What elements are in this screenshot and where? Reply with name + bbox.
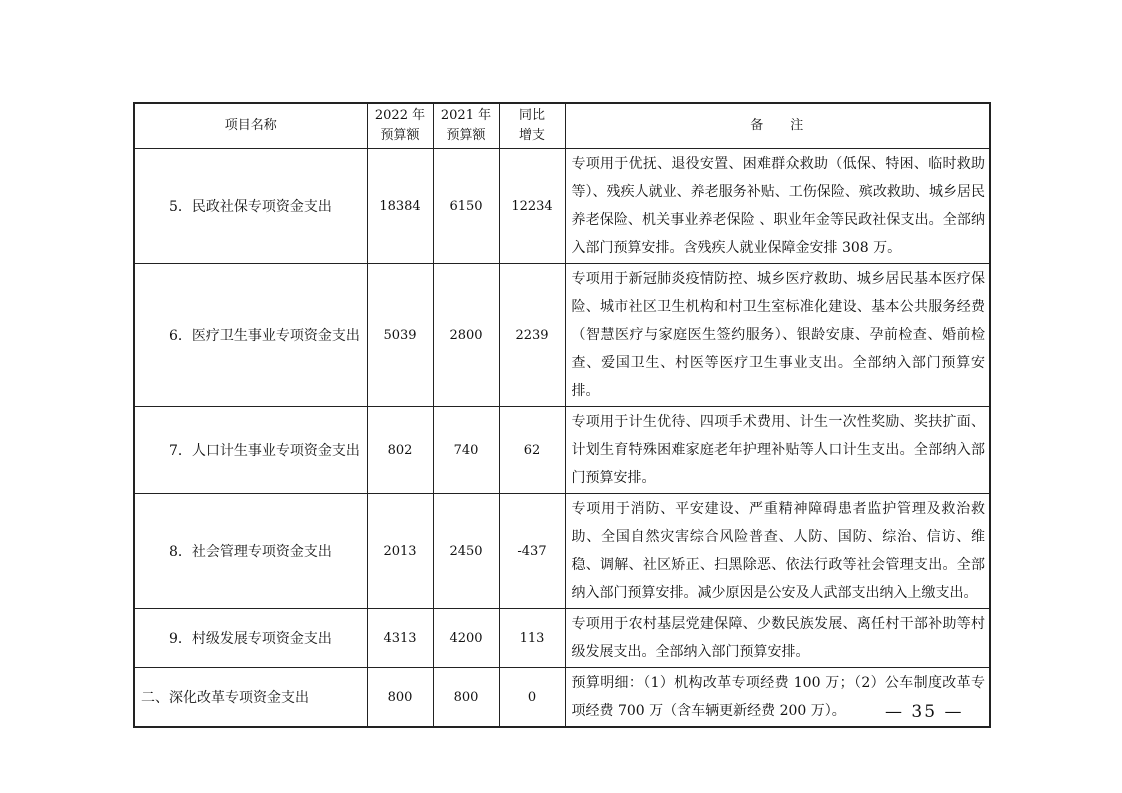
- row-note: 专项用于优抚、退役安置、困难群众救助（低保、特困、临时救助等）、残疾人就业、养老服务补贴、工伤保险、殡改救助、城乡居民养老保险、机关事业养老保险 、职业年金等民政社保支出。全部纳入部门预算安排。含残疾人就业保障金安排 308 万。: [565, 149, 990, 264]
- row-budget-2021: 800: [433, 668, 499, 728]
- header-note: [565, 103, 990, 149]
- row-note: 专项用于消防、平安建设、严重精神障碍患者监护管理及救治救助、全国自然灾害综合风险普查、人防、国防、综治、信访、维稳、调解、社区矫正、扫黑除恶、依法行政等社会管理支出。全部纳入部门预算安排。减少原因是公安及人武部支出纳入上缴支出。: [565, 494, 990, 609]
- header-budget-2022: [367, 103, 433, 149]
- row-project-name: 6．医疗卫生事业专项资金支出: [134, 264, 367, 407]
- row-budget-2022: 18384: [367, 149, 433, 264]
- table-row: [134, 407, 990, 494]
- page-number: — 35 —: [885, 702, 964, 722]
- row-change: -437: [499, 494, 565, 609]
- table-header-row: [134, 103, 990, 149]
- header-change-line1: 同比: [518, 108, 545, 123]
- header-budget-2022-label: 预算额: [380, 128, 420, 143]
- row-budget-2022: 800: [367, 668, 433, 728]
- row-note: 专项用于新冠肺炎疫情防控、城乡医疗救助、城乡居民基本医疗保险、城市社区卫生机构和村卫生室标准化建设、基本公共服务经费（智慧医疗与家庭医生签约服务）、银龄安康、孕前检查、婚前检查、爱国卫生、村医等医疗卫生事业支出。全部纳入部门预算安排。: [565, 264, 990, 407]
- row-budget-2022: 802: [367, 407, 433, 494]
- header-budget-2021-year: 2021 年: [440, 108, 492, 123]
- header-budget-2021: [433, 103, 499, 149]
- header-project-name: 项目名称: [134, 103, 367, 149]
- header-budget-2021-label: 预算额: [446, 128, 486, 143]
- row-change: 0: [499, 668, 565, 728]
- row-project-name: 8．社会管理专项资金支出: [134, 494, 367, 609]
- row-note: 专项用于计生优待、四项手术费用、计生一次性奖励、奖扶扩面、计划生育特殊困难家庭老年护理补贴等人口计生支出。全部纳入部门预算安排。: [565, 407, 990, 494]
- table-row: [134, 264, 990, 407]
- row-budget-2021: 740: [433, 407, 499, 494]
- row-budget-2021: 2800: [433, 264, 499, 407]
- header-change-line2: 增支: [518, 128, 545, 143]
- row-budget-2021: 2450: [433, 494, 499, 609]
- header-change: [499, 103, 565, 149]
- table-row: [134, 668, 990, 728]
- table-row: [134, 609, 990, 668]
- row-change: 12234: [499, 149, 565, 264]
- header-note-char2: 注: [790, 118, 805, 133]
- row-project-name: 9．村级发展专项资金支出: [134, 609, 367, 668]
- table-row: [134, 149, 990, 264]
- header-budget-2022-year: 2022 年: [374, 108, 426, 123]
- row-budget-2021: 6150: [433, 149, 499, 264]
- row-note: 专项用于农村基层党建保障、少数民族发展、离任村干部补助等村级发展支出。全部纳入部门预算安排。: [565, 609, 990, 668]
- row-budget-2022: 4313: [367, 609, 433, 668]
- row-change: 62: [499, 407, 565, 494]
- row-budget-2022: 5039: [367, 264, 433, 407]
- row-budget-2021: 4200: [433, 609, 499, 668]
- header-note-char1: 备: [750, 118, 765, 133]
- row-project-name: 5．民政社保专项资金支出: [134, 149, 367, 264]
- row-budget-2022: 2013: [367, 494, 433, 609]
- row-note: 预算明细：（1）机构改革专项经费 100 万；（2）公车制度改革专项经费 700 万（含车辆更新经费 200 万）。: [565, 668, 990, 728]
- table-row: [134, 494, 990, 609]
- row-project-name: 7．人口计生事业专项资金支出: [134, 407, 367, 494]
- row-project-name: 二、深化改革专项资金支出: [134, 668, 367, 728]
- row-change: 2239: [499, 264, 565, 407]
- row-change: 113: [499, 609, 565, 668]
- budget-table: [133, 102, 991, 728]
